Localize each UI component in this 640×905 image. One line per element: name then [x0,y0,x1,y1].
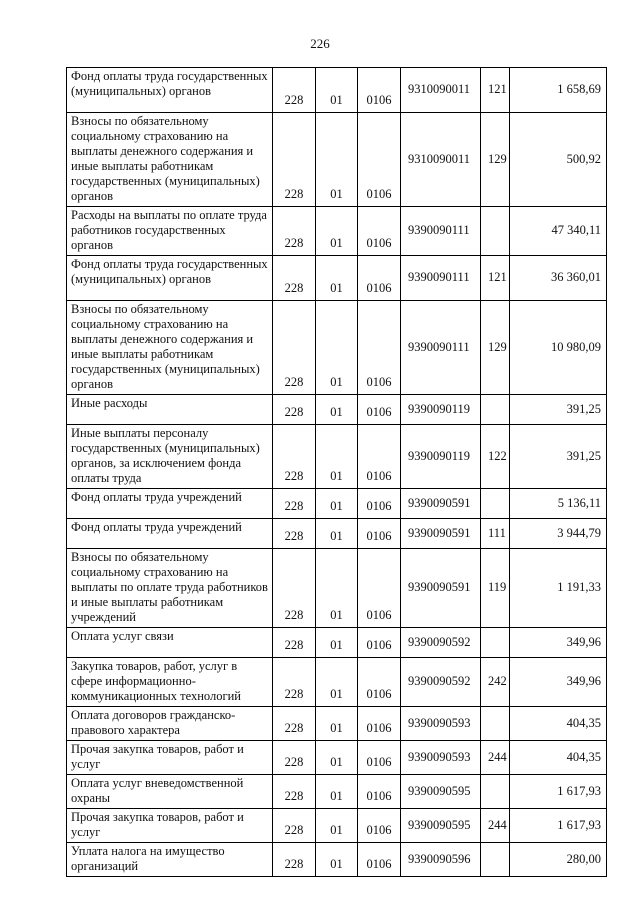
row-name: Прочая закупка товаров, работ и услуг [67,741,273,775]
table-row [67,301,607,395]
admin-code: 228 [273,301,316,395]
table-row [67,809,607,843]
section-code: 01 [316,425,358,489]
row-name: Фонд оплаты труда государственных (муниципальных) органов [67,256,273,301]
admin-code: 228 [273,519,316,549]
table-row [67,256,607,301]
section-code: 01 [316,113,358,207]
target-article-code: 9390090596 [401,843,481,877]
target-article-code: 9390090111 [401,256,481,301]
row-name: Фонд оплаты труда учреждений [67,489,273,519]
target-article-code: 9390090591 [401,549,481,628]
table-row [67,843,607,877]
admin-code: 228 [273,425,316,489]
target-article-code: 9390090592 [401,628,481,658]
table-row [67,658,607,707]
expense-type-code: 111 [481,519,510,549]
row-name: Закупка товаров, работ, услуг в сфере информационно-коммуникационных технологий [67,658,273,707]
section-code: 01 [316,775,358,809]
expense-type-code: 121 [481,68,510,113]
subsection-code: 0106 [358,741,401,775]
table-row [67,68,607,113]
subsection-code: 0106 [358,775,401,809]
amount: 391,25 [510,395,607,425]
target-article-code: 9390090111 [401,301,481,395]
subsection-code: 0106 [358,68,401,113]
admin-code: 228 [273,489,316,519]
amount: 3 944,79 [510,519,607,549]
table-row [67,395,607,425]
amount: 1 658,69 [510,68,607,113]
amount: 1 617,93 [510,809,607,843]
target-article-code: 9390090119 [401,395,481,425]
table-row [67,549,607,628]
expense-type-code: 129 [481,301,510,395]
subsection-code: 0106 [358,113,401,207]
subsection-code: 0106 [358,809,401,843]
target-article-code: 9390090591 [401,489,481,519]
subsection-code: 0106 [358,707,401,741]
target-article-code: 9390090595 [401,809,481,843]
target-article-code: 9390090119 [401,425,481,489]
table-row [67,519,607,549]
expense-type-code [481,628,510,658]
expense-type-code: 121 [481,256,510,301]
target-article-code: 9310090011 [401,113,481,207]
amount: 1 617,93 [510,775,607,809]
row-name: Расходы на выплаты по оплате труда работников государственных органов [67,207,273,256]
subsection-code: 0106 [358,207,401,256]
expense-type-code [481,207,510,256]
expense-type-code [481,843,510,877]
section-code: 01 [316,489,358,519]
target-article-code: 9390090111 [401,207,481,256]
row-name: Взносы по обязательному социальному страхованию на выплаты денежного содержания и иные выплаты работникам государственных (муниципальных) органов [67,301,273,395]
table-row [67,741,607,775]
row-name: Фонд оплаты труда государственных (муниципальных) органов [67,68,273,113]
admin-code: 228 [273,628,316,658]
section-code: 01 [316,809,358,843]
subsection-code: 0106 [358,256,401,301]
section-code: 01 [316,741,358,775]
target-article-code: 9390090593 [401,741,481,775]
budget-table-body [67,68,607,877]
subsection-code: 0106 [358,549,401,628]
table-row [67,425,607,489]
expense-type-code [481,395,510,425]
row-name: Оплата договоров гражданско-правового характера [67,707,273,741]
target-article-code: 9390090595 [401,775,481,809]
row-name: Оплата услуг связи [67,628,273,658]
subsection-code: 0106 [358,658,401,707]
expense-type-code [481,775,510,809]
admin-code: 228 [273,395,316,425]
target-article-code: 9390090591 [401,519,481,549]
row-name: Иные выплаты персоналу государственных (муниципальных) органов, за исключением фонда оплаты труда [67,425,273,489]
amount: 404,35 [510,741,607,775]
row-name: Оплата услуг вневедомственной охраны [67,775,273,809]
section-code: 01 [316,658,358,707]
subsection-code: 0106 [358,425,401,489]
subsection-code: 0106 [358,395,401,425]
row-name: Уплата налога на имущество организаций [67,843,273,877]
expense-type-code: 119 [481,549,510,628]
admin-code: 228 [273,741,316,775]
section-code: 01 [316,256,358,301]
table-row [67,628,607,658]
admin-code: 228 [273,843,316,877]
expense-type-code: 122 [481,425,510,489]
amount: 10 980,09 [510,301,607,395]
row-name: Иные расходы [67,395,273,425]
table-row [67,489,607,519]
row-name: Взносы по обязательному социальному страхованию на выплаты денежного содержания и иные выплаты работникам государственных (муниципальных) органов [67,113,273,207]
subsection-code: 0106 [358,301,401,395]
subsection-code: 0106 [358,519,401,549]
amount: 280,00 [510,843,607,877]
row-name: Взносы по обязательному социальному страхованию на выплаты по оплате труда работников и иные выплаты работникам учреждений [67,549,273,628]
page-number: 226 [310,36,330,51]
budget-table [66,67,607,877]
expense-type-code [481,489,510,519]
section-code: 01 [316,207,358,256]
subsection-code: 0106 [358,628,401,658]
amount: 349,96 [510,658,607,707]
section-code: 01 [316,519,358,549]
amount: 349,96 [510,628,607,658]
section-code: 01 [316,395,358,425]
section-code: 01 [316,549,358,628]
amount: 36 360,01 [510,256,607,301]
row-name: Фонд оплаты труда учреждений [67,519,273,549]
amount: 391,25 [510,425,607,489]
admin-code: 228 [273,256,316,301]
section-code: 01 [316,628,358,658]
section-code: 01 [316,68,358,113]
table-row [67,207,607,256]
target-article-code: 9310090011 [401,68,481,113]
section-code: 01 [316,707,358,741]
section-code: 01 [316,301,358,395]
table-row [67,707,607,741]
amount: 47 340,11 [510,207,607,256]
expense-type-code: 244 [481,809,510,843]
admin-code: 228 [273,809,316,843]
row-name: Прочая закупка товаров, работ и услуг [67,809,273,843]
admin-code: 228 [273,549,316,628]
amount: 1 191,33 [510,549,607,628]
amount: 500,92 [510,113,607,207]
expense-type-code: 244 [481,741,510,775]
section-code: 01 [316,843,358,877]
admin-code: 228 [273,707,316,741]
admin-code: 228 [273,68,316,113]
admin-code: 228 [273,658,316,707]
target-article-code: 9390090592 [401,658,481,707]
admin-code: 228 [273,113,316,207]
amount: 5 136,11 [510,489,607,519]
subsection-code: 0106 [358,843,401,877]
table-row [67,113,607,207]
subsection-code: 0106 [358,489,401,519]
admin-code: 228 [273,775,316,809]
table-row [67,775,607,809]
expense-type-code [481,707,510,741]
target-article-code: 9390090593 [401,707,481,741]
admin-code: 228 [273,207,316,256]
expense-type-code: 129 [481,113,510,207]
amount: 404,35 [510,707,607,741]
expense-type-code: 242 [481,658,510,707]
